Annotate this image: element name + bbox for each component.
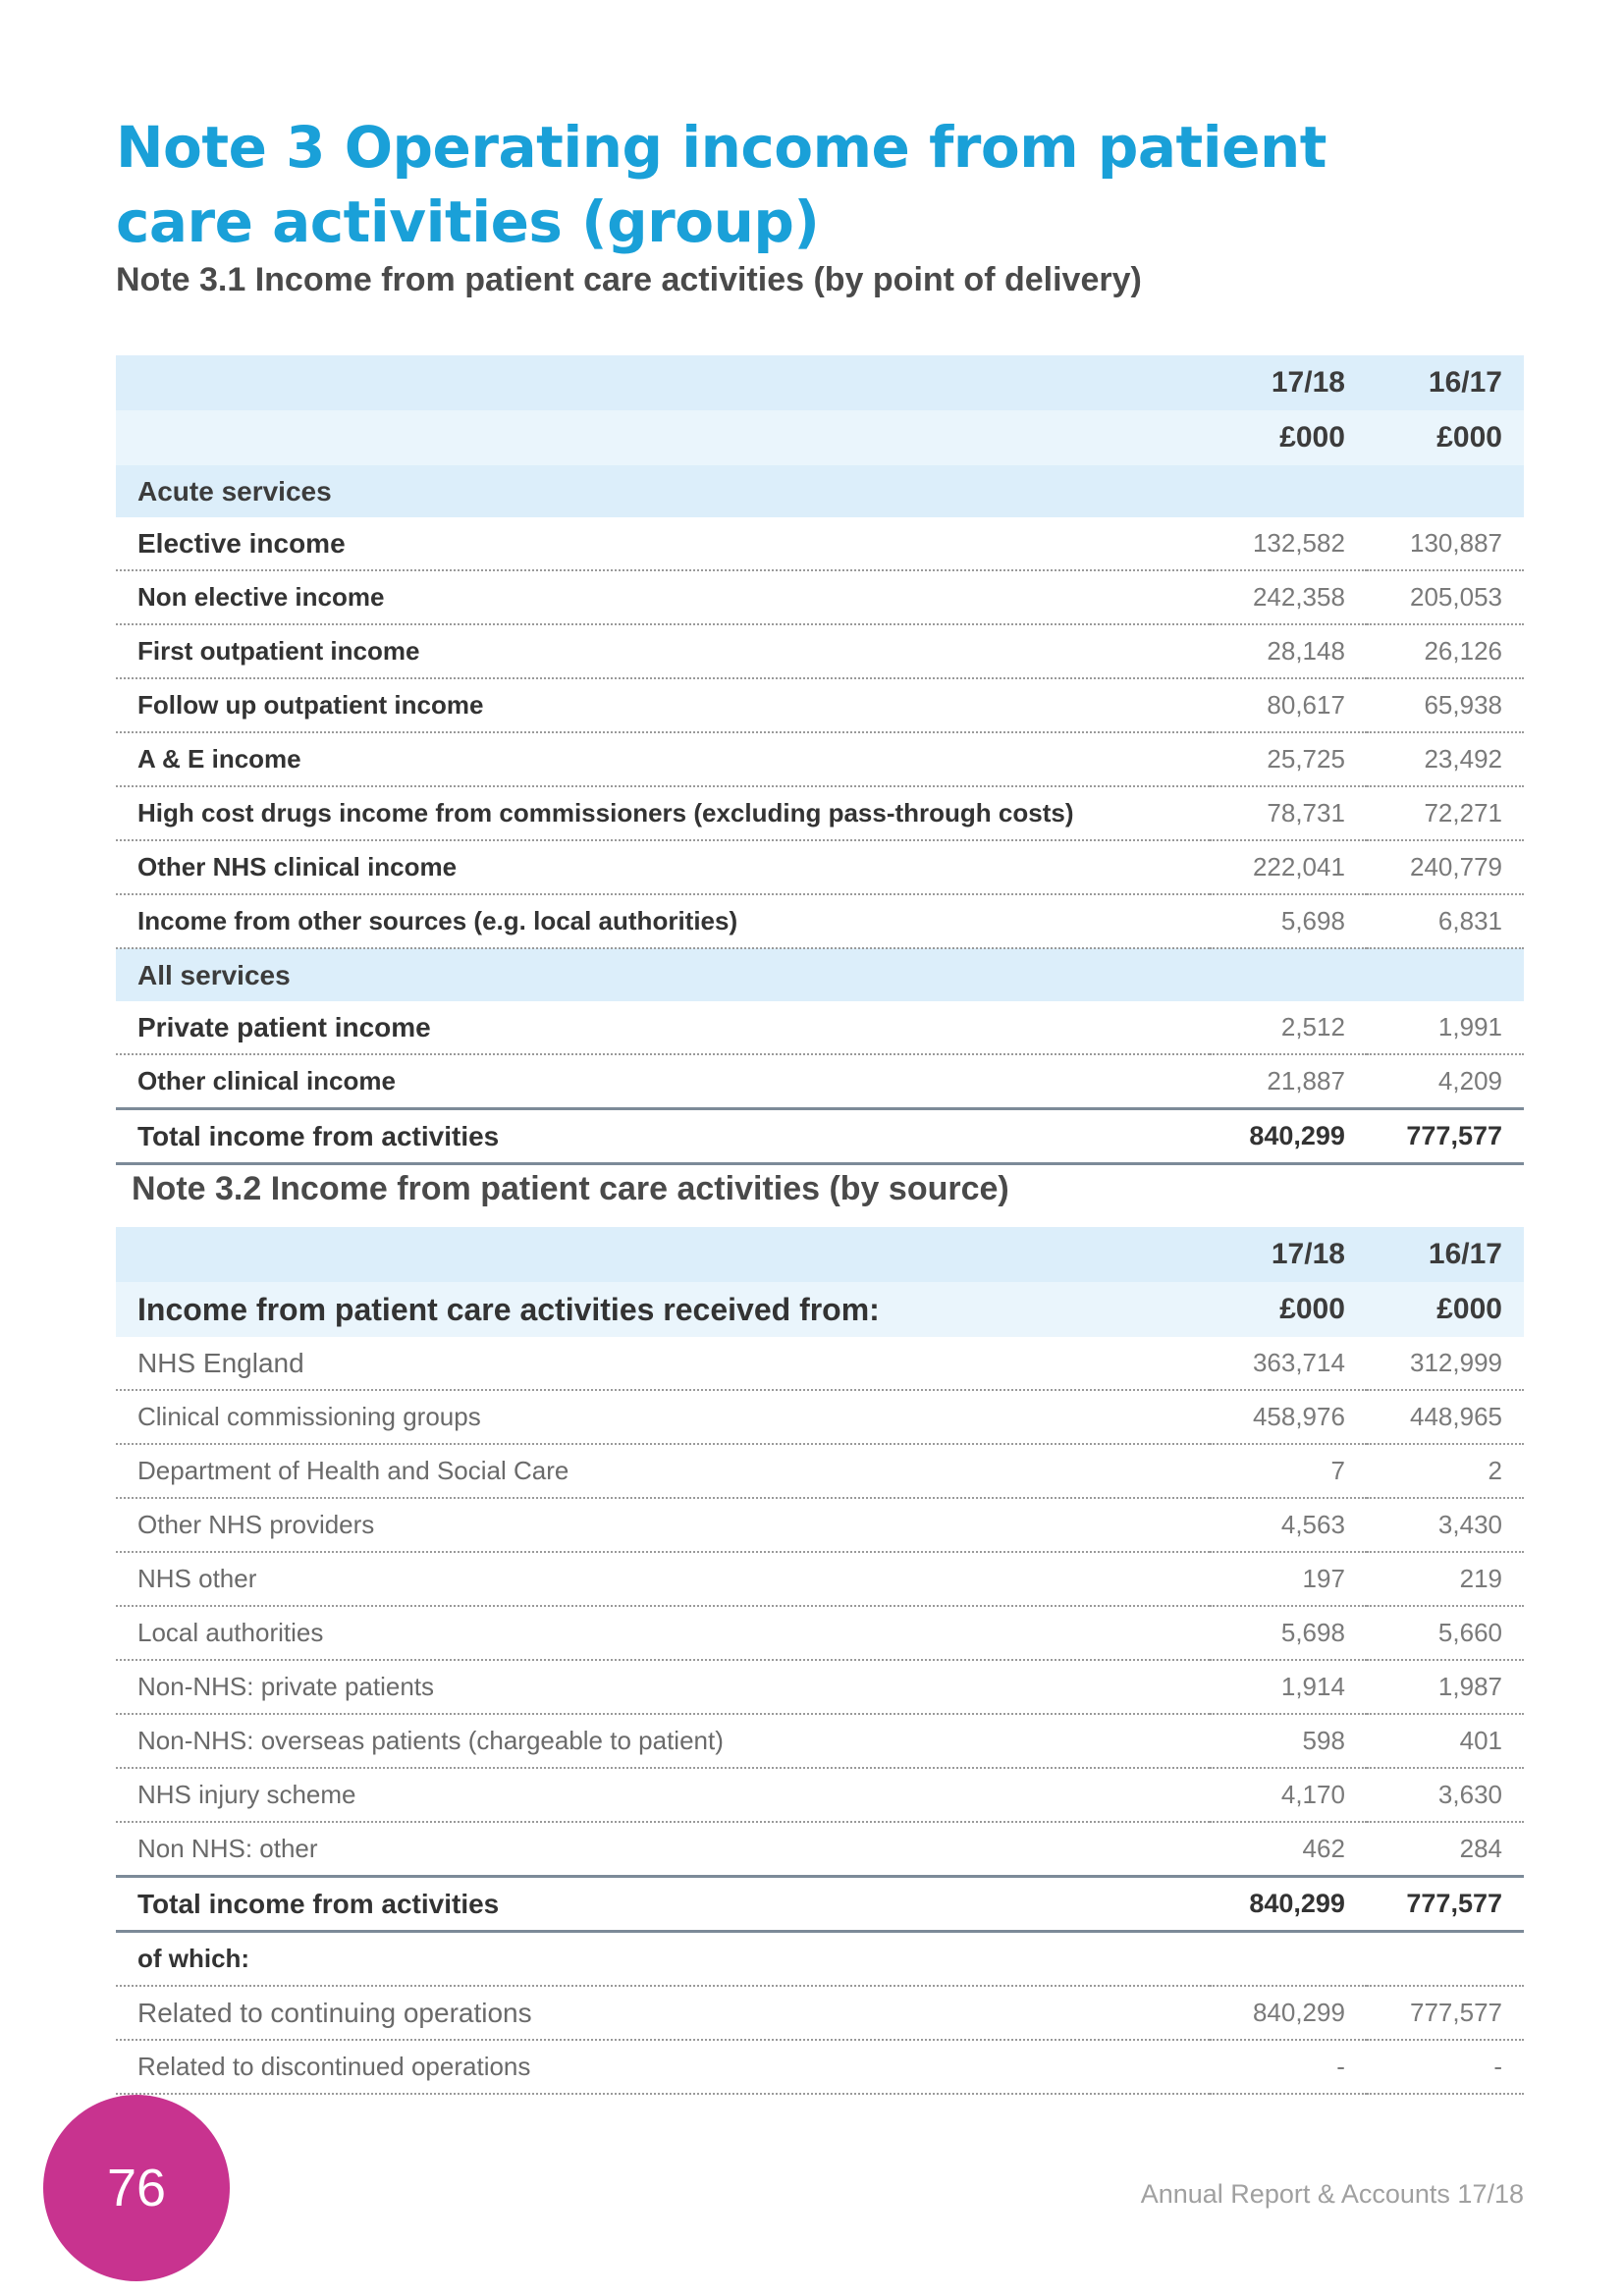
row-label: Non-NHS: overseas patients (chargeable to patient) xyxy=(116,1714,1210,1768)
year-header: 17/18 xyxy=(1210,1227,1367,1282)
row-value-1718: 5,698 xyxy=(1210,1606,1367,1660)
page-number-badge: 76 xyxy=(43,2095,230,2281)
unit-header: £000 xyxy=(1210,1282,1367,1337)
table-row xyxy=(116,1054,1524,1109)
table-row xyxy=(116,1606,1524,1660)
row-value-1617: 240,779 xyxy=(1367,840,1524,894)
row-value-1617: 1,991 xyxy=(1367,1001,1524,1054)
row-value-1718: 28,148 xyxy=(1210,624,1367,678)
row-value-1617: 219 xyxy=(1367,1552,1524,1606)
table-row xyxy=(116,2040,1524,2094)
year-header: 17/18 xyxy=(1210,355,1367,410)
row-value-1617: 23,492 xyxy=(1367,732,1524,786)
row-label: Related to discontinued operations xyxy=(116,2040,1210,2094)
row-label: Private patient income xyxy=(116,1001,1210,1054)
table-row xyxy=(116,1768,1524,1822)
row-value-1718: 7 xyxy=(1210,1444,1367,1498)
total-value-1718: 840,299 xyxy=(1210,1109,1367,1164)
table-by-source xyxy=(116,1227,1524,2095)
row-label: Other NHS providers xyxy=(116,1498,1210,1552)
table-row xyxy=(116,1444,1524,1498)
row-value-1617: 26,126 xyxy=(1367,624,1524,678)
row-value-1718: 598 xyxy=(1210,1714,1367,1768)
table-row xyxy=(116,1660,1524,1714)
total-label: Total income from activities xyxy=(116,1877,1210,1932)
row-label: NHS other xyxy=(116,1552,1210,1606)
table-row xyxy=(116,1714,1524,1768)
table-row xyxy=(116,840,1524,894)
table-row xyxy=(116,1390,1524,1444)
table-head-label: Income from patient care activities received from: xyxy=(116,1282,1210,1337)
row-label: Other clinical income xyxy=(116,1054,1210,1109)
total-label: Total income from activities xyxy=(116,1109,1210,1164)
of-which-label: of which: xyxy=(116,1932,1524,1987)
table-by-point-of-delivery xyxy=(116,355,1524,1165)
total-value-1617: 777,577 xyxy=(1367,1109,1524,1164)
table-row xyxy=(116,894,1524,948)
row-label: High cost drugs income from commissioners (excluding pass-through costs) xyxy=(116,786,1210,840)
row-value-1617: 4,209 xyxy=(1367,1054,1524,1109)
row-value-1718: 5,698 xyxy=(1210,894,1367,948)
row-value-1617: 312,999 xyxy=(1367,1337,1524,1390)
row-value-1617: 3,630 xyxy=(1367,1768,1524,1822)
row-value-1718: 1,914 xyxy=(1210,1660,1367,1714)
row-value-1617: 777,577 xyxy=(1367,1986,1524,2040)
row-label: Income from other sources (e.g. local authorities) xyxy=(116,894,1210,948)
year-header: 16/17 xyxy=(1367,1227,1524,1282)
of-which-row xyxy=(116,1932,1524,1987)
row-value-1718: 462 xyxy=(1210,1822,1367,1877)
row-value-1718: 25,725 xyxy=(1210,732,1367,786)
year-header-row xyxy=(116,1227,1524,1282)
row-value-1617: 284 xyxy=(1367,1822,1524,1877)
row-value-1718: 242,358 xyxy=(1210,570,1367,624)
footer-text: Annual Report & Accounts 17/18 xyxy=(1140,2179,1524,2209)
row-label: Related to continuing operations xyxy=(116,1986,1210,2040)
row-value-1718: 2,512 xyxy=(1210,1001,1367,1054)
section-label: Acute services xyxy=(116,465,1524,517)
year-header: 16/17 xyxy=(1367,355,1524,410)
row-value-1718: 132,582 xyxy=(1210,517,1367,570)
row-value-1718: - xyxy=(1210,2040,1367,2094)
table-row xyxy=(116,732,1524,786)
row-label: Clinical commissioning groups xyxy=(116,1390,1210,1444)
row-value-1617: 72,271 xyxy=(1367,786,1524,840)
table-row xyxy=(116,678,1524,732)
row-value-1617: 130,887 xyxy=(1367,517,1524,570)
row-label: Follow up outpatient income xyxy=(116,678,1210,732)
section-row-acute xyxy=(116,465,1524,517)
unit-header: £000 xyxy=(1367,1282,1524,1337)
row-label: Non elective income xyxy=(116,570,1210,624)
table-row xyxy=(116,786,1524,840)
unit-header: £000 xyxy=(1210,410,1367,465)
row-value-1617: - xyxy=(1367,2040,1524,2094)
row-value-1718: 80,617 xyxy=(1210,678,1367,732)
table-row xyxy=(116,570,1524,624)
row-value-1617: 448,965 xyxy=(1367,1390,1524,1444)
row-value-1617: 3,430 xyxy=(1367,1498,1524,1552)
row-label: NHS England xyxy=(116,1337,1210,1390)
row-value-1718: 363,714 xyxy=(1210,1337,1367,1390)
row-value-1718: 4,563 xyxy=(1210,1498,1367,1552)
row-value-1617: 65,938 xyxy=(1367,678,1524,732)
total-row xyxy=(116,1877,1524,1932)
row-value-1617: 6,831 xyxy=(1367,894,1524,948)
row-value-1718: 840,299 xyxy=(1210,1986,1367,2040)
table-row xyxy=(116,1552,1524,1606)
table-row xyxy=(116,1001,1524,1054)
unit-header-row xyxy=(116,1282,1524,1337)
row-label: Elective income xyxy=(116,517,1210,570)
row-value-1617: 401 xyxy=(1367,1714,1524,1768)
section-label: All services xyxy=(116,948,1524,1001)
table-row xyxy=(116,1986,1524,2040)
note-3-2-heading: Note 3.2 Income from patient care activities (by source) xyxy=(132,1170,1009,1207)
table-row xyxy=(116,1822,1524,1877)
table-row xyxy=(116,517,1524,570)
row-value-1718: 4,170 xyxy=(1210,1768,1367,1822)
total-value-1617: 777,577 xyxy=(1367,1877,1524,1932)
row-label: First outpatient income xyxy=(116,624,1210,678)
row-value-1718: 21,887 xyxy=(1210,1054,1367,1109)
row-label: Other NHS clinical income xyxy=(116,840,1210,894)
page-title: Note 3 Operating income from patient care activities (group) xyxy=(116,114,1326,255)
row-value-1718: 197 xyxy=(1210,1552,1367,1606)
row-label: Local authorities xyxy=(116,1606,1210,1660)
section-row-all xyxy=(116,948,1524,1001)
row-label: NHS injury scheme xyxy=(116,1768,1210,1822)
unit-header-row xyxy=(116,410,1524,465)
row-value-1617: 1,987 xyxy=(1367,1660,1524,1714)
total-row xyxy=(116,1109,1524,1164)
row-label: Non NHS: other xyxy=(116,1822,1210,1877)
table-row xyxy=(116,1337,1524,1390)
row-value-1617: 205,053 xyxy=(1367,570,1524,624)
row-value-1718: 78,731 xyxy=(1210,786,1367,840)
unit-header: £000 xyxy=(1367,410,1524,465)
row-label: Non-NHS: private patients xyxy=(116,1660,1210,1714)
year-header-row xyxy=(116,355,1524,410)
row-label: A & E income xyxy=(116,732,1210,786)
note-3-1-heading: Note 3.1 Income from patient care activities (by point of delivery) xyxy=(116,261,1142,298)
row-label: Department of Health and Social Care xyxy=(116,1444,1210,1498)
table-row xyxy=(116,1498,1524,1552)
total-value-1718: 840,299 xyxy=(1210,1877,1367,1932)
table-row xyxy=(116,624,1524,678)
row-value-1718: 458,976 xyxy=(1210,1390,1367,1444)
row-value-1718: 222,041 xyxy=(1210,840,1367,894)
row-value-1617: 5,660 xyxy=(1367,1606,1524,1660)
row-value-1617: 2 xyxy=(1367,1444,1524,1498)
